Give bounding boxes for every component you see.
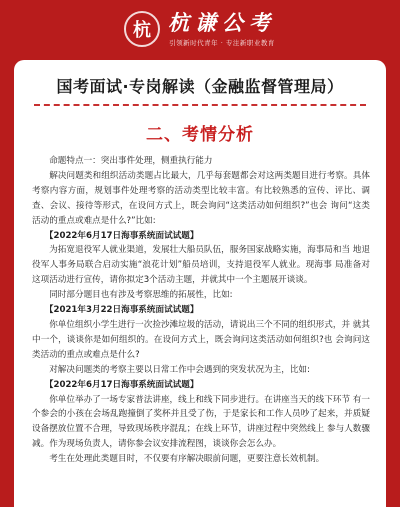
brand-logo	[124, 11, 276, 47]
body-paragraph: 考生在处理此类题目时，不仅要有序解决眼前问题，更要注意长效机制。	[49, 454, 325, 465]
article-body	[14, 154, 386, 467]
brand-text	[168, 11, 276, 47]
exam-source-tag: 【2021年3月22日海事系统面试试题】	[44, 305, 199, 316]
brand-name: 杭谦公考	[168, 10, 276, 35]
article-headline: 国考面试·专岗解读（金融监督管理局）	[56, 77, 344, 96]
exam-source-tag: 【2022年6月17日海事系统面试试题】	[44, 230, 199, 241]
article-card	[14, 60, 386, 507]
brand-seal-icon: 杭	[124, 11, 160, 47]
exam-source-tag: 【2022年6月17日海事系统面试试题】	[44, 379, 199, 390]
section-title: 二、考情分析	[146, 125, 254, 145]
header-banner	[0, 0, 400, 58]
dashed-divider	[34, 104, 366, 106]
body-paragraph: 你单位组织小学生进行一次捡沙滩垃圾的活动，请说出三个不同的组织形式，并 就其中一个，谈谈你是如何组织的。在设问方式上，既会询问这类活动如何组织?也 会询问这类活动的重点或难点是什么?	[32, 319, 370, 360]
body-paragraph: 为拓宽退役军人就业渠道，发展壮大船员队伍，服务国家战略实施，海事局和当 地退役军人事务局联合启动实施“浪花计划”船员培训，支持退役军人就业。现海事 局准备对这项活动进行宣传，请你拟定3个活动主题，并就其中一个主题展开谈谈。	[32, 245, 370, 286]
body-paragraph: 同时部分题目也有涉及考察思维的拓展性，比如:	[49, 290, 233, 301]
body-paragraph: 解决问题类和组织活动类题占比最大，几乎每套题都会对这两类题目进行考察。具体考察内容方面，规划事件处理考察的活动类型比较丰富。有比较熟悉的宣传、评比、调查、会议、接待等形式，在设问方式上，既会询问“这类活动如何组织?”也会 询问“这类活动的重点或难点是什么?”比如:	[32, 170, 370, 226]
body-paragraph: 命题特点一：突出事件处理，侧重执行能力	[49, 156, 213, 166]
body-paragraph: 对解决问题类的考察主要以日常工作中会遇到的突发状况为主，比如:	[49, 364, 310, 375]
brand-slogan: 引领新时代青年 · 专注新职业教育	[169, 39, 275, 47]
body-paragraph: 你单位举办了一场专家普法讲座，线上和线下同步进行。在讲座当天的线下环节 有一个参会的小孩在会场乱跑撞倒了奖杯并且受了伤，于是家长和工作人员吵了起来，并质疑设备摆放位置不合理，导致现场秩序混乱；在线上环节，讲座过程中突然线上 参与人数骤减。作为现场负责人，请你参会议安排流程图，谈谈你会怎么办。	[32, 394, 370, 450]
